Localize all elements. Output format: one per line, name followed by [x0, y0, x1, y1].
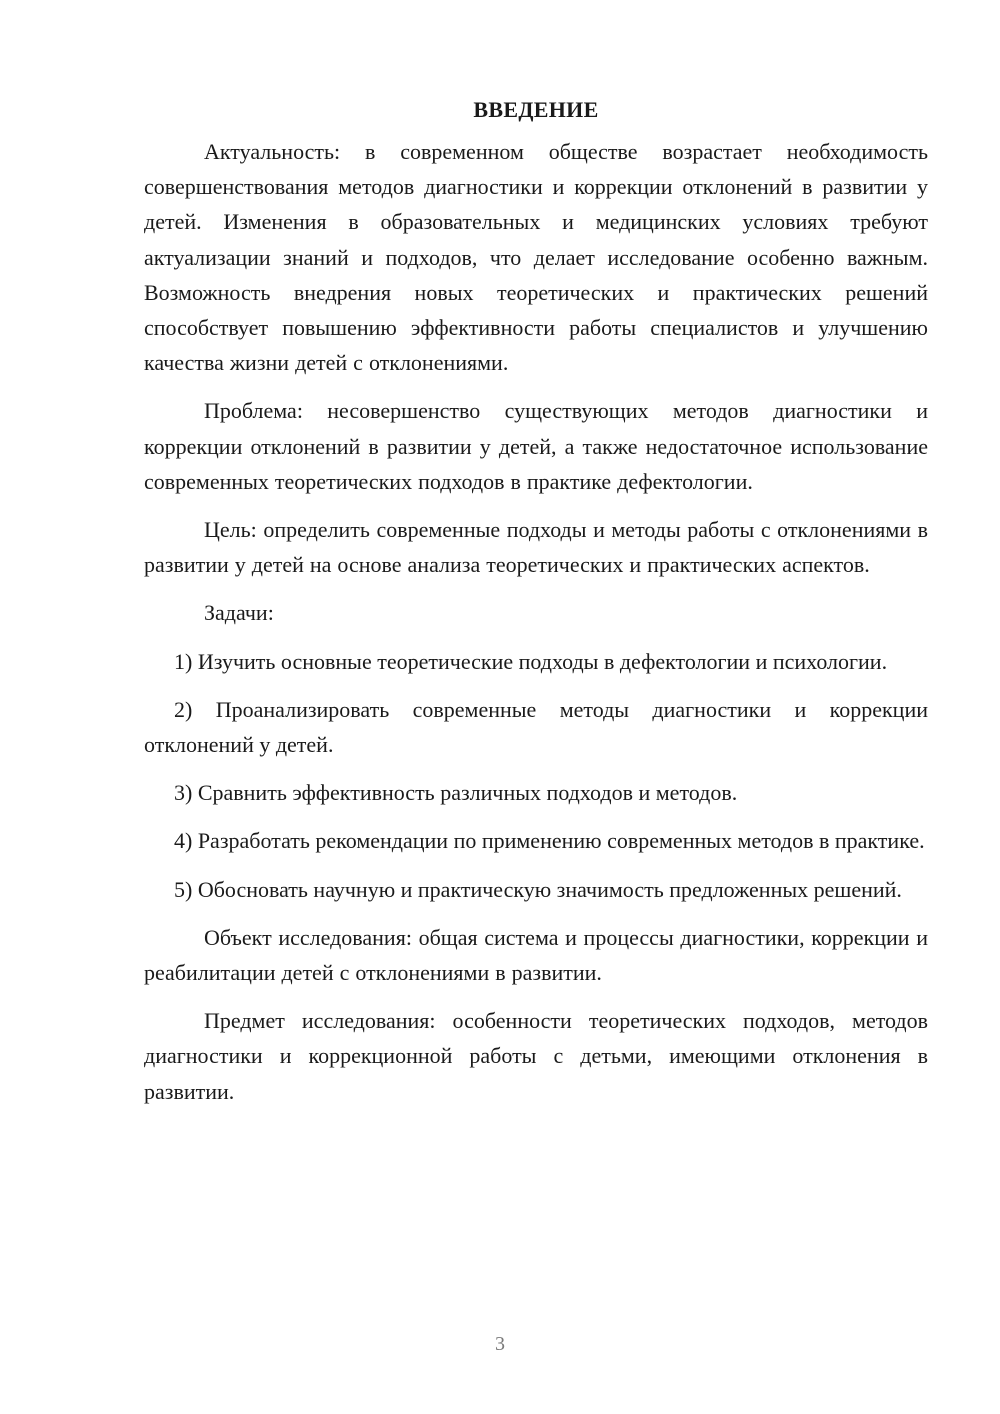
- task-item: 5) Обосновать научную и практическую значимость предложенных решений.: [174, 876, 902, 902]
- relevance-paragraph: Актуальность: в современном обществе возрастает необходимость совершенствования методов диагностики и коррекции отклонений в развитии у детей. Изменения в образовательных и медицинских условиях требуют актуализации знаний и подходов, что делает исследование особенно важным. Возможность внедрения новых теоретических и практических решений способствует повышению эффективности работы специалистов и улучшению качества жизни детей с отклонениями.: [144, 139, 928, 376]
- goal-paragraph: Цель: определить современные подходы и методы работы с отклонениями в развитии у детей на основе анализа теоретических и практических аспектов.: [144, 517, 928, 578]
- object-paragraph: Объект исследования: общая система и процессы диагностики, коррекции и реабилитации детей с отклонениями в развитии.: [144, 924, 928, 986]
- task-item: 3) Сравнить эффективность различных подходов и методов.: [174, 780, 738, 806]
- task-item: 4) Разработать рекомендации по применению современных методов в практике.: [174, 828, 925, 854]
- page-content: [144, 92, 928, 1122]
- tasks-label: Задачи:: [204, 600, 274, 626]
- problem-paragraph: Проблема: несовершенство существующих методов диагностики и коррекции отклонений в развитии у детей, а также недостаточное использование современных теоретических подходов в практике дефектологии.: [144, 398, 928, 494]
- task-item: 2) Проанализировать современные методы диагностики и коррекции отклонений у детей.: [144, 696, 928, 758]
- task-item: 1) Изучить основные теоретические подходы в дефектологии и психологии.: [174, 648, 888, 674]
- tasks-list: [144, 644, 928, 907]
- section-heading: ВВЕДЕНИЕ: [473, 97, 599, 122]
- page-number: 3: [495, 1333, 505, 1355]
- subject-paragraph: Предмет исследования: особенности теоретических подходов, методов диагностики и коррекционной работы с детьми, имеющими отклонения в развитии.: [144, 1008, 928, 1104]
